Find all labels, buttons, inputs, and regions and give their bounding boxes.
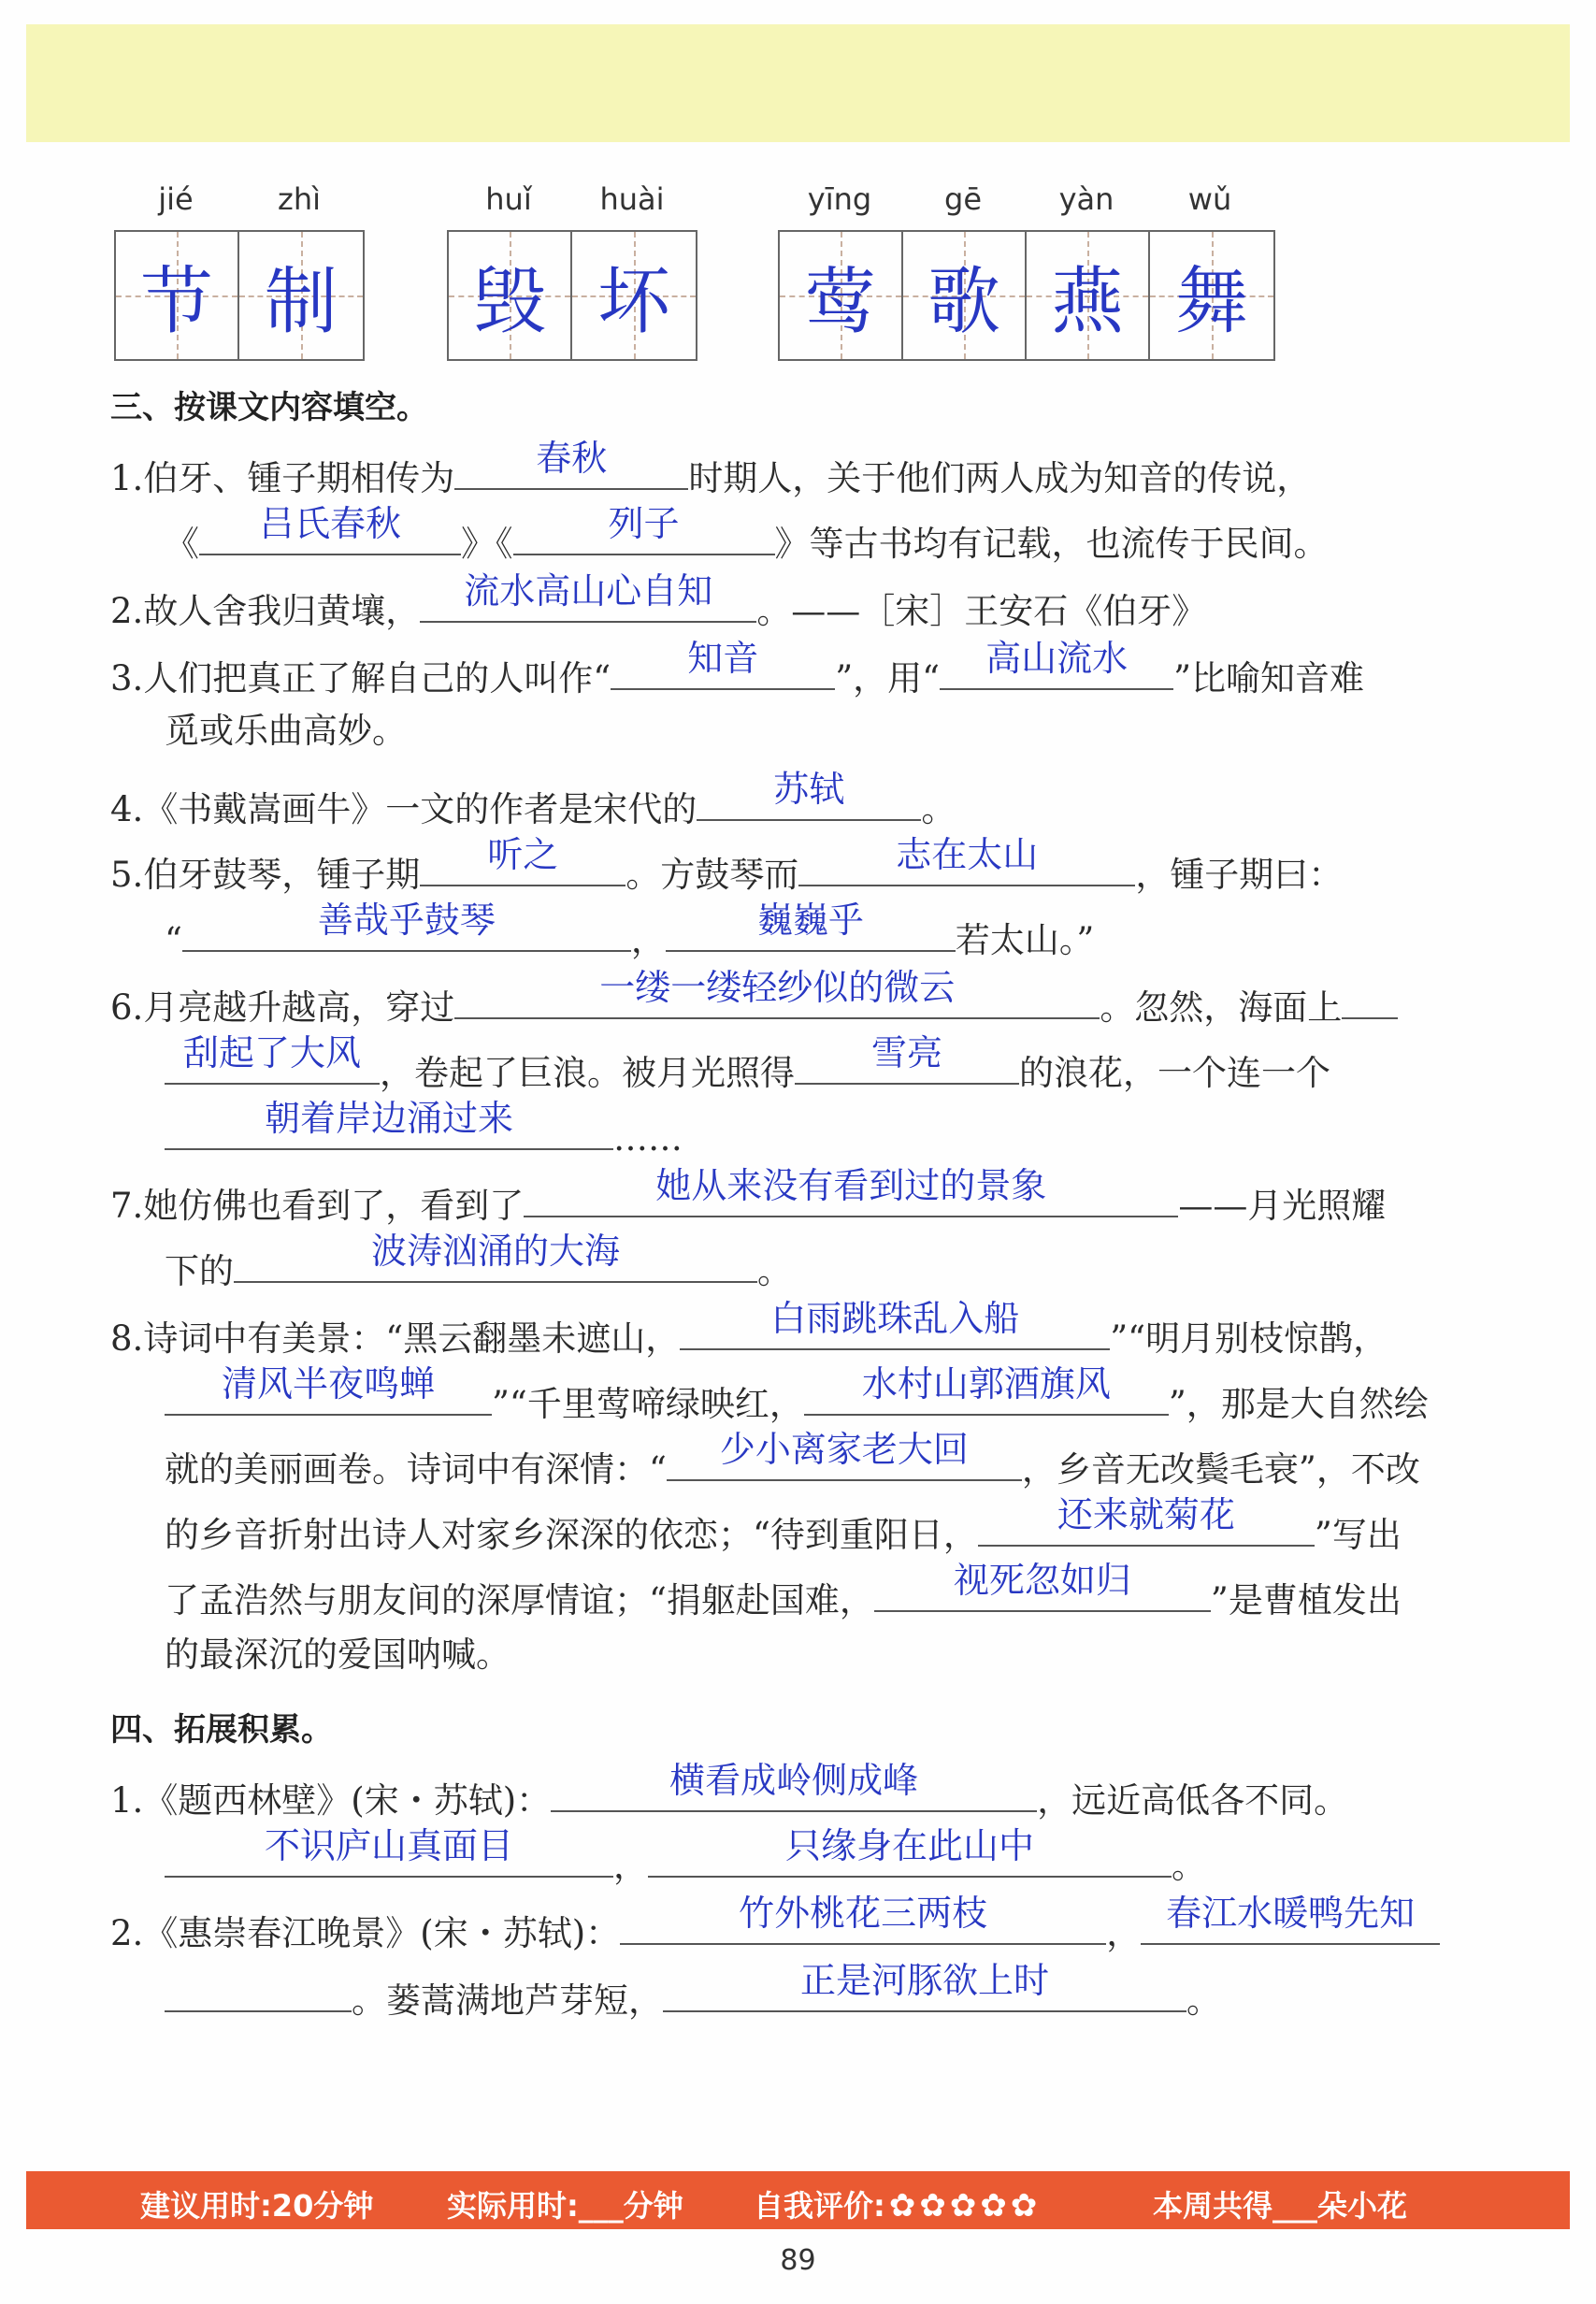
question-text: ，	[613, 1846, 648, 1886]
pinyin: wǔ	[1187, 181, 1232, 217]
footer-bar	[26, 2171, 1570, 2229]
question-text: ，远近高低各不同。	[1037, 1780, 1349, 1821]
flower-icon[interactable]: ✿	[888, 2187, 916, 2225]
char-cells	[114, 230, 365, 361]
pinyin: zhì	[278, 181, 321, 217]
section-title: 三、按课文内容填空。	[110, 389, 428, 426]
answer-blank[interactable]	[165, 1032, 380, 1085]
question-text: ，锺子期曰：	[1135, 855, 1344, 895]
question-text: 》《	[461, 524, 513, 564]
top-header-band	[26, 24, 1570, 142]
question-8-line-5	[165, 1560, 1486, 1623]
question-text: ”，用“	[835, 658, 941, 698]
question-text: 故人舍我归黄壤，	[143, 591, 421, 631]
question-2-line	[110, 570, 1486, 634]
answer-text: 水村山郭酒旗风	[861, 1363, 1111, 1404]
question-6-line-1	[110, 967, 1486, 1030]
answer-text: 还来就菊花	[1057, 1494, 1235, 1535]
question-text: 。忽然，海面上	[1100, 987, 1343, 1028]
answer-blank[interactable]	[551, 1760, 1037, 1812]
question-text: 诗词中有美景：“黑云翻墨未遮山，	[143, 1318, 681, 1359]
question-text: 若太山。”	[955, 920, 1095, 960]
answer-text: 巍巍乎	[756, 900, 864, 941]
answer-blank[interactable]	[165, 1098, 613, 1150]
question-text: ，卷起了巨浪。被月光照得	[380, 1053, 795, 1093]
weekly-total: 本周共得___朵小花	[1153, 2188, 1408, 2224]
flower-icon[interactable]: ✿	[980, 2187, 1007, 2225]
answer-text: 少小离家老大回	[719, 1429, 969, 1470]
answer-text: 清风半夜鸣蝉	[221, 1363, 435, 1404]
question-text: 就的美丽画卷。诗词中有深情：“	[165, 1449, 667, 1490]
answer-text: 朝着岸边涌过来	[264, 1098, 513, 1139]
question-1-line-2	[165, 503, 1486, 567]
question-text: ，乡音无改鬓毛衰”，不改	[1021, 1449, 1420, 1490]
self-evaluation	[754, 2182, 1037, 2225]
question-text: 的浪花，一个连一个	[1019, 1053, 1330, 1093]
question-5-line-1	[110, 834, 1486, 898]
answer-text: 吕氏春秋	[258, 503, 401, 544]
question-6-line-2	[165, 1032, 1486, 1096]
pinyin: huǐ	[485, 181, 532, 217]
answer-text: 善哉乎鼓琴	[317, 900, 496, 941]
question-3-line-2: 觅或乐曲高妙。	[165, 711, 407, 751]
question-text: 下的	[165, 1251, 234, 1291]
pinyin: yīng	[807, 181, 872, 217]
char-cell: 莺	[780, 232, 903, 359]
answer-blank[interactable]	[620, 1893, 1106, 1945]
question-number: 3.	[110, 658, 144, 698]
question-text: ……	[613, 1118, 683, 1159]
answer-text: 流水高山心自知	[464, 570, 713, 612]
question-text: 她仿佛也看到了，看到了	[143, 1186, 525, 1226]
answer-text: 知音	[687, 638, 759, 679]
question-number: 1.	[110, 1780, 144, 1821]
question-text: ，	[630, 920, 666, 960]
question-text: ——月光照耀	[1178, 1186, 1387, 1226]
char-cell: 歌	[903, 232, 1027, 359]
char-cell: 毁	[449, 232, 572, 359]
answer-blank[interactable]	[697, 769, 921, 821]
question-4-line	[110, 769, 1486, 832]
question-5-line-2	[165, 900, 1486, 963]
question-number: 6.	[110, 987, 144, 1028]
answer-blank[interactable]	[165, 1825, 613, 1878]
answer-blank[interactable]	[454, 438, 688, 490]
question-text: 《书戴嵩画牛》一文的作者是宋代的	[143, 789, 697, 829]
pinyin: yàn	[1058, 181, 1114, 217]
answer-blank[interactable]	[795, 1032, 1019, 1085]
question-number: 1.	[110, 458, 144, 498]
question-text: 的乡音折射出诗人对家乡深深的依恋；“待到重阳日，	[165, 1515, 978, 1555]
answer-text: 志在太山	[896, 834, 1039, 875]
answer-blank[interactable]	[420, 570, 756, 623]
answer-blank[interactable]	[667, 1429, 1022, 1481]
extension-1-line-2	[165, 1825, 1486, 1889]
pinyin: huài	[599, 181, 665, 217]
question-text: 人们把真正了解自己的人叫作“	[143, 658, 611, 698]
page-number: 89	[780, 2244, 816, 2277]
question-text: 了孟浩然与朋友间的深厚情谊；“捐躯赴国难，	[165, 1580, 874, 1620]
answer-blank[interactable]	[454, 967, 1100, 1019]
answer-blank[interactable]	[1141, 1893, 1440, 1945]
char-cells	[447, 230, 697, 361]
extension-2-line-2	[165, 1960, 1486, 2023]
answer-blank[interactable]	[940, 638, 1173, 690]
answer-blank[interactable]	[234, 1231, 757, 1283]
answer-blank[interactable]	[1342, 974, 1398, 1019]
answer-text: 一缕一缕轻纱似的微云	[599, 967, 956, 1008]
answer-blank[interactable]	[874, 1560, 1211, 1612]
question-text: 。	[757, 1251, 792, 1291]
answer-blank[interactable]	[611, 638, 835, 690]
answer-blank[interactable]	[804, 1363, 1169, 1416]
question-7-line-2	[165, 1231, 1486, 1294]
self-evaluation-label: 自我评价:	[754, 2188, 885, 2224]
extension-1-line-1	[110, 1760, 1486, 1823]
answer-blank[interactable]	[165, 1363, 492, 1416]
question-8-line-3	[165, 1429, 1486, 1492]
pinyin: gē	[944, 181, 982, 217]
flower-icon[interactable]: ✿	[949, 2187, 977, 2225]
question-8-line-6: 的最深沉的爱国呐喊。	[165, 1634, 510, 1675]
answer-text: 刮起了大风	[182, 1032, 361, 1073]
answer-text: 不识庐山真面目	[264, 1825, 513, 1866]
flower-icon[interactable]: ✿	[919, 2187, 946, 2225]
question-text: ”“明月别枝惊鹊，	[1110, 1318, 1388, 1359]
question-8-line-2	[165, 1363, 1486, 1427]
answer-blank[interactable]	[199, 503, 461, 555]
question-text: 。蒌蒿满地芦芽短，	[352, 1980, 663, 2021]
question-text: ”，那是大自然绘	[1168, 1384, 1429, 1424]
question-8-line-4	[165, 1494, 1486, 1558]
question-number: 8.	[110, 1318, 144, 1359]
question-text: 。	[1172, 1846, 1206, 1886]
answer-blank[interactable]	[513, 503, 775, 555]
answer-blank[interactable]	[648, 1825, 1172, 1878]
answer-text: 她从来没有看到过的景象	[655, 1165, 1047, 1206]
suggested-time: 建议用时:20分钟	[140, 2188, 374, 2224]
answer-blank[interactable]	[420, 834, 625, 886]
question-number: 2.	[110, 591, 144, 631]
question-text: 时期人，关于他们两人成为知音的传说，	[688, 458, 1312, 498]
question-text: “	[165, 920, 182, 960]
answer-text: 竹外桃花三两枝	[739, 1893, 988, 1934]
question-1-line-1	[110, 438, 1486, 501]
answer-text: 列子	[608, 503, 680, 544]
answer-text: 高山流水	[985, 638, 1129, 679]
question-text: ”比喻知音难	[1173, 658, 1364, 698]
flower-icon[interactable]: ✿	[1010, 2187, 1038, 2225]
section-title: 四、拓展积累。	[110, 1711, 333, 1749]
question-7-line-1	[110, 1165, 1486, 1229]
question-text: 伯牙、锺子期相传为	[143, 458, 455, 498]
answer-text: 白雨跳珠乱入船	[770, 1298, 1020, 1339]
answer-blank[interactable]	[165, 1967, 352, 2012]
question-text: ”是曹植发出	[1210, 1580, 1402, 1620]
answer-text: 苏轼	[773, 769, 845, 810]
answer-text: 只缘身在此山中	[784, 1825, 1034, 1866]
answer-text: 正是河豚欲上时	[799, 1960, 1049, 2001]
answer-blank[interactable]	[524, 1165, 1178, 1217]
answer-text: 横看成岭侧成峰	[669, 1760, 919, 1801]
question-text: 》等古书均有记载，也流传于民间。	[774, 524, 1329, 564]
char-cell: 坏	[572, 232, 696, 359]
answer-text: 雪亮	[870, 1032, 942, 1073]
answer-blank[interactable]	[680, 1298, 1110, 1350]
question-text: 。	[1186, 1980, 1221, 2021]
question-text: 《惠崇春江晚景》(宋・苏轼)：	[143, 1913, 621, 1953]
answer-blank[interactable]	[663, 1960, 1186, 2012]
question-text: ”“千里莺啼绿映红，	[492, 1384, 804, 1424]
question-text: 《	[165, 524, 199, 564]
answer-text: 春江水暖鸭先知	[1166, 1893, 1416, 1934]
pinyin: jié	[158, 181, 194, 217]
question-text: 伯牙鼓琴，锺子期	[143, 855, 421, 895]
answer-text: 听之	[487, 834, 559, 875]
answer-text: 波涛汹涌的大海	[370, 1231, 620, 1272]
question-number: 2.	[110, 1913, 144, 1953]
char-cells	[778, 230, 1275, 361]
char-cell: 节	[116, 232, 239, 359]
question-number: 5.	[110, 855, 144, 895]
char-cell: 舞	[1150, 232, 1273, 359]
question-number: 7.	[110, 1186, 144, 1226]
question-6-line-3	[165, 1098, 1486, 1161]
actual-time: 实际用时:___分钟	[447, 2188, 683, 2224]
answer-text: 春秋	[536, 438, 608, 479]
question-text: 《题西林壁》(宋・苏轼)：	[143, 1780, 552, 1821]
extension-2-line-1	[110, 1893, 1486, 1956]
question-text: 。	[921, 789, 956, 829]
answer-blank[interactable]	[666, 900, 956, 952]
question-number: 4.	[110, 789, 144, 829]
question-text: 。——［宋］王安石《伯牙》	[756, 591, 1207, 631]
question-text: ，	[1106, 1913, 1142, 1953]
answer-blank[interactable]	[978, 1494, 1315, 1547]
char-cell: 制	[239, 232, 363, 359]
answer-blank[interactable]	[182, 900, 631, 952]
question-3-line-1	[110, 638, 1486, 701]
question-text: 。方鼓琴而	[625, 855, 799, 895]
answer-text: 视死忽如归	[953, 1560, 1131, 1601]
question-8-line-1	[110, 1298, 1486, 1361]
answer-blank[interactable]	[798, 834, 1135, 886]
question-text: 月亮越升越高，穿过	[143, 987, 455, 1028]
char-cell: 燕	[1027, 232, 1150, 359]
question-text: ”写出	[1314, 1515, 1402, 1555]
